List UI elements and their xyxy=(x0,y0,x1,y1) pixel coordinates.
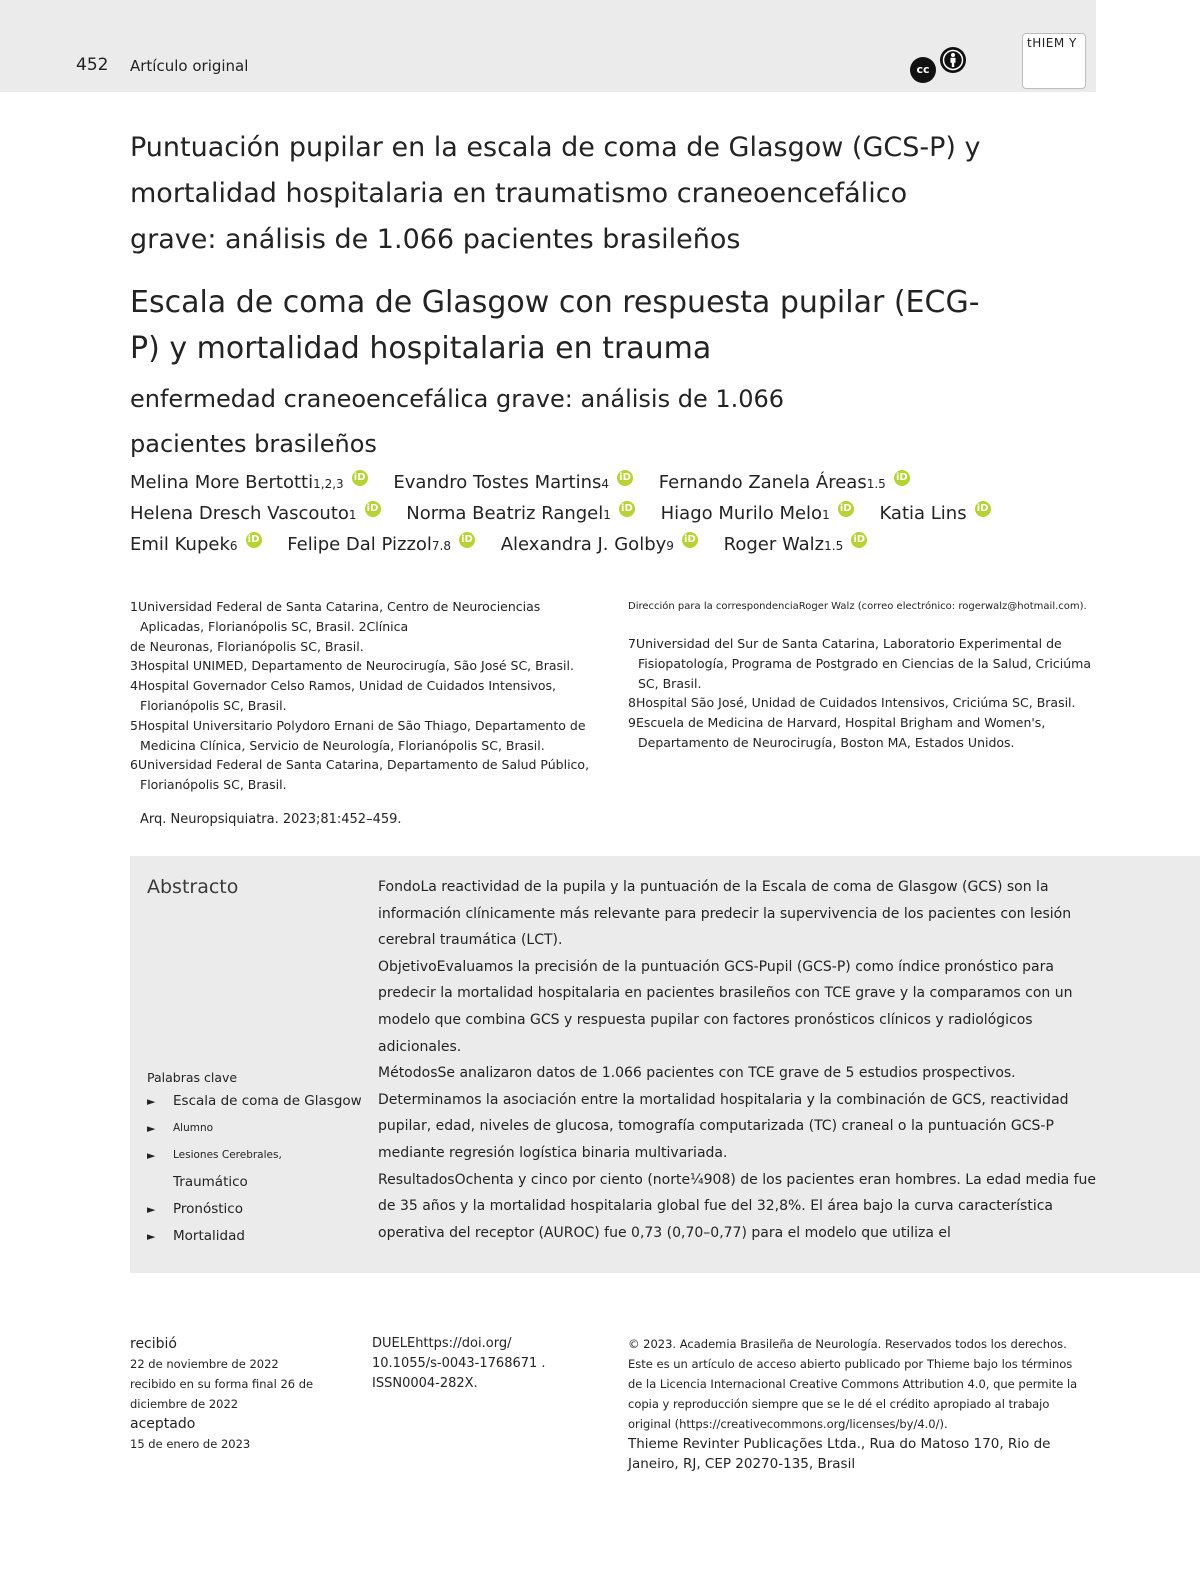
publisher-logo-text: tHIEM Y xyxy=(1027,36,1077,50)
doi-value[interactable]: 10.1055/s-0043-1768671 . xyxy=(372,1356,546,1371)
orcid-icon[interactable]: iD xyxy=(459,532,475,548)
author-name: Helena Dresch Vascouto xyxy=(130,503,349,524)
arrow-icon: ► xyxy=(147,1122,156,1135)
received-label: recibió xyxy=(130,1336,177,1352)
author-name: Melina More Bertotti xyxy=(130,472,314,493)
author xyxy=(393,468,633,499)
page-number: 452 xyxy=(76,55,109,75)
author xyxy=(130,530,262,561)
author xyxy=(724,530,868,561)
article-title: Puntuación pupilar en la escala de coma de Glasgow (GCS-P) y mortalidad hospitalaria en traumatismo craneoencefálico grave: análisis de 1.066 pacientes brasileños xyxy=(130,132,981,255)
author-affiliation: 7.8 xyxy=(431,539,451,553)
publisher-address: Thieme Revinter Publicações Ltda., Rua do Matoso 170, Rio de Janeiro, RJ, CEP 20270-135, Brasil xyxy=(628,1436,1051,1472)
arrow-icon: ► xyxy=(147,1203,156,1216)
orcid-icon[interactable]: iD xyxy=(975,501,991,517)
issn: ISSN0004-282X. xyxy=(372,1376,478,1391)
abstract-paragraph: FondoLa reactividad de la pupila y la puntuación de la Escala de coma de Glasgow (GCS) son la información clínicamente más relevante para predecir la supervivencia de los pacientes con lesión cerebral traumática (LCT). xyxy=(378,879,1072,949)
affiliation: 5Hospital Universitario Polydoro Ernani de São Thiago, Departamento de Medicina Clínica, Servicio de Neurología, Florianópolis SC, Brasil. xyxy=(130,717,586,753)
keyword-item: ► Pronóstico xyxy=(147,1196,367,1223)
orcid-icon[interactable]: iD xyxy=(851,532,867,548)
author-affiliation: 4 xyxy=(601,477,610,491)
accepted-label: aceptado xyxy=(130,1416,196,1432)
abstract-heading: Abstracto xyxy=(147,876,239,898)
keyword-item: ► Mortalidad xyxy=(147,1223,367,1250)
affiliation: de Neuronas, Florianópolis SC, Brasil. xyxy=(130,638,364,654)
accepted-date: 15 de enero de 2023 xyxy=(130,1437,251,1451)
author xyxy=(130,468,368,499)
author-affiliation: 1 xyxy=(348,508,357,522)
cc-icon: cc xyxy=(910,57,936,83)
author-affiliation: 6 xyxy=(229,539,238,553)
orcid-icon[interactable]: iD xyxy=(617,470,633,486)
affiliation: 6Universidad Federal de Santa Catarina, Departamento de Salud Público, Florianópolis SC, Brasil. xyxy=(130,757,590,793)
author-affiliation: 9 xyxy=(666,539,674,553)
author-affiliation: 1 xyxy=(822,508,830,522)
affiliation: 1Universidad Federal de Santa Catarina, Centro de Neurociencias Aplicadas, Florianópolis SC, Brasil. 2Clínica xyxy=(130,599,541,634)
author xyxy=(130,499,381,530)
received-date: 22 de noviembre de 2022 xyxy=(130,1357,279,1371)
orcid-icon[interactable]: iD xyxy=(838,501,854,517)
article-title-secondary: Escala de coma de Glasgow con respuesta pupilar (ECG-P) y mortalidad hospitalaria en trauma xyxy=(130,285,980,366)
copyright-line: © 2023. Academia Brasileña de Neurología. Reservados todos los derechos. xyxy=(628,1337,1067,1351)
affiliation: 8Hospital São José, Unidad de Cuidados Intensivos, Criciúma SC, Brasil. xyxy=(628,695,1076,711)
author-name: Felipe Dal Pizzol xyxy=(287,534,432,555)
author-affiliation: 1 xyxy=(603,508,611,522)
author-name: Alexandra J. Golby xyxy=(500,534,667,555)
author xyxy=(406,499,635,530)
copyright-block xyxy=(628,1334,1088,1474)
section-label: Artículo original xyxy=(130,57,249,75)
author-affiliation: 1.5 xyxy=(866,477,886,491)
author xyxy=(879,499,990,529)
affiliation: 7Universidad del Sur de Santa Catarina, Laboratorio Experimental de Fisiopatología, Programa de Postgrado en Ciencias de la Salud, Criciúma SC, Brasil. xyxy=(628,636,1091,691)
orcid-icon[interactable]: iD xyxy=(352,470,368,486)
arrow-icon: ► xyxy=(147,1095,156,1108)
correspondence: Dirección para la correspondenciaRoger Walz (correo electrónico: rogerwalz@hotmail.com). xyxy=(628,601,1087,612)
article-subtitle-secondary: enfermedad craneoencefálica grave: análisis de 1.066 pacientes brasileños xyxy=(130,385,785,458)
orcid-icon[interactable]: iD xyxy=(246,532,262,548)
affiliations-right xyxy=(628,597,1098,753)
orcid-icon[interactable]: iD xyxy=(619,501,635,517)
author-affiliation: 1,2,3 xyxy=(313,477,344,491)
author-name: Norma Beatriz Rangel xyxy=(406,503,604,524)
author xyxy=(659,468,910,499)
keywords-heading: Palabras clave xyxy=(147,1070,238,1085)
journal-reference: Arq. Neuropsiquiatra. 2023;81:452–459. xyxy=(140,812,402,827)
orcid-icon[interactable]: iD xyxy=(365,501,381,517)
author xyxy=(287,530,475,561)
publisher-logo xyxy=(1022,33,1086,89)
author-name: Fernando Zanela Áreas xyxy=(658,472,867,493)
author xyxy=(501,530,698,561)
license-text: Este es un artículo de acceso abierto publicado por Thieme bajo los términos de la Licencia Internacional Creative Commons Attribution 4.0, que permite la copia y reproducción siempre que se le dé el crédito apropiado al trabajo original (https://creativecommons.org/licenses/by/4.0/). xyxy=(628,1357,1078,1431)
doi-line[interactable]: DUELEhttps://doi.org/ xyxy=(372,1336,512,1351)
keyword-item: ► Alumno xyxy=(147,1115,367,1142)
author-name: Evandro Tostes Martins xyxy=(393,472,602,493)
abstract-paragraph: MétodosSe analizaron datos de 1.066 pacientes con TCE grave de 5 estudios prospectivos. Determinamos la asociación entre la mortalidad hospitalaria y la combinación de GCS, reactividad pupilar, edad, niveles de glucosa, tomografía computarizada (TC) craneal o la puntuación GCS-P mediante regresión logística binaria multivariada. xyxy=(378,1065,1069,1161)
keyword-item: ► Lesiones Cerebrales, xyxy=(147,1142,367,1169)
affiliation: 3Hospital UNIMED, Departamento de Neurocirugía, São José SC, Brasil. xyxy=(130,658,574,674)
keyword-item: ► Escala de coma de Glasgow xyxy=(147,1088,367,1115)
keywords-list xyxy=(147,1088,367,1250)
author xyxy=(661,499,854,530)
keyword-item-continued: Traumático xyxy=(173,1174,248,1190)
affiliation: 9Escuela de Medicina de Harvard, Hospital Brigham and Women's, Departamento de Neurocirugía, Boston MA, Estados Unidos. xyxy=(628,715,1046,750)
affiliation: 4Hospital Governador Celso Ramos, Unidad de Cuidados Intensivos, Florianópolis SC, Brasil. xyxy=(130,678,556,713)
final-form-date: recibido en su forma final 26 de diciembre de 2022 xyxy=(130,1377,314,1411)
arrow-icon: ► xyxy=(147,1230,156,1243)
author-name: Katia Lins xyxy=(879,503,967,524)
orcid-icon[interactable]: iD xyxy=(894,470,910,486)
author-name: Hiago Murilo Melo xyxy=(660,503,823,524)
abstract-paragraph: ObjetivoEvaluamos la precisión de la puntuación GCS-Pupil (GCS-P) como índice pronóstico para predecir la mortalidad hospitalaria en pacientes brasileños con TCE grave y la comparamos con un modelo que combina GCS y respuesta pupilar con factores pronósticos clínicos y radiológicos adicionales. xyxy=(378,958,1073,1055)
arrow-icon: ► xyxy=(147,1149,156,1162)
abstract-paragraph: ResultadosOchenta y cinco por ciento (norte¼908) de los pacientes eran hombres. La edad media fue de 35 años y la mortalidad hospitalaria global fue del 32,8%. El área bajo la curva característica operativa del receptor (AUROC) fue 0,73 (0,70–0,77) para el modelo que utiliza el xyxy=(378,1171,1097,1241)
abstract-body xyxy=(378,874,1098,1246)
cc-license-badges xyxy=(910,47,970,83)
attribution-icon xyxy=(940,47,966,73)
author-name: Emil Kupek xyxy=(130,534,230,555)
orcid-icon[interactable]: iD xyxy=(682,532,698,548)
affiliations-left xyxy=(130,597,600,795)
author-name: Roger Walz xyxy=(723,534,825,555)
doi-block xyxy=(372,1334,592,1394)
article-dates xyxy=(130,1334,350,1454)
author-affiliation: 1.5 xyxy=(824,539,844,553)
author-list xyxy=(130,468,1130,561)
